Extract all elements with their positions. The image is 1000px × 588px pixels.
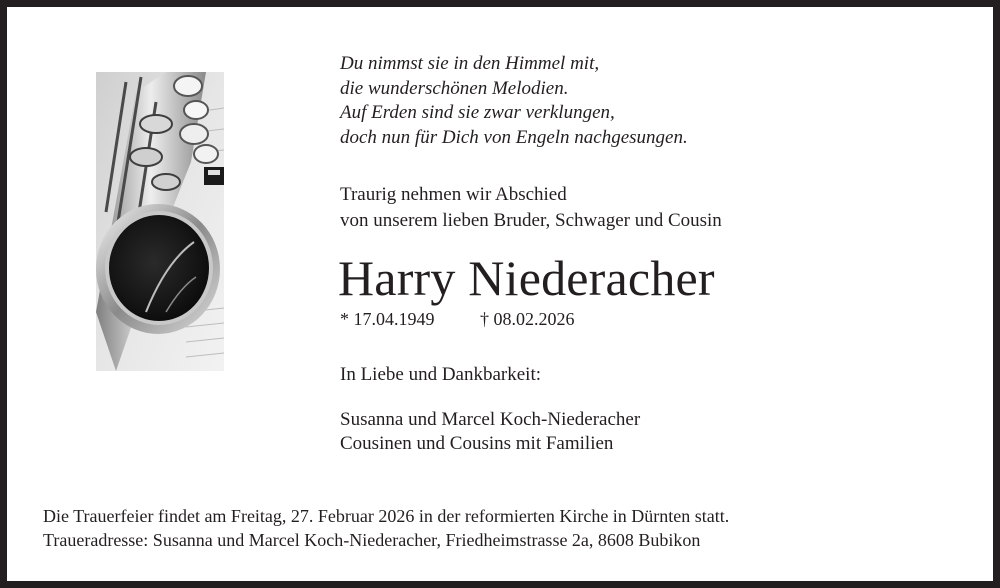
- funeral-info: [43, 504, 729, 552]
- mourner-line: Susanna und Marcel Koch-Niederacher: [340, 409, 641, 430]
- mourner-line: Cousinen und Cousins mit Familien: [340, 433, 614, 454]
- life-dates: [340, 307, 575, 331]
- verse-line: Du nimmst sie in den Himmel mit,: [340, 53, 600, 74]
- intro-line: Traurig nehmen wir Abschied: [340, 184, 567, 205]
- death-date: † 08.02.2026: [480, 309, 575, 329]
- deceased-name: Harry Niederacher: [338, 250, 715, 306]
- ceremony-line: Die Trauerfeier findet am Freitag, 27. Februar 2026 in der reformierten Kirche in Dürnten statt.: [43, 506, 730, 526]
- address-line: Traueradresse: Susanna und Marcel Koch-Niederacher, Friedheimstrasse 2a, 8608 Bubikon: [43, 530, 701, 550]
- intro-line: von unserem lieben Bruder, Schwager und Cousin: [340, 210, 722, 231]
- verse-line: doch nun für Dich von Engeln nachgesungen.: [340, 126, 688, 148]
- thanks-line: In Liebe und Dankbarkeit:: [340, 364, 542, 385]
- poem-verse: [340, 52, 688, 150]
- verse-line: Auf Erden sind sie zwar verklungen,: [340, 102, 615, 123]
- intro-text: [340, 182, 722, 234]
- saxophone-photo: [96, 72, 224, 371]
- birth-date: * 17.04.1949: [340, 309, 435, 329]
- mourners-list: [340, 408, 640, 456]
- verse-line: die wunderschönen Melodien.: [340, 77, 569, 99]
